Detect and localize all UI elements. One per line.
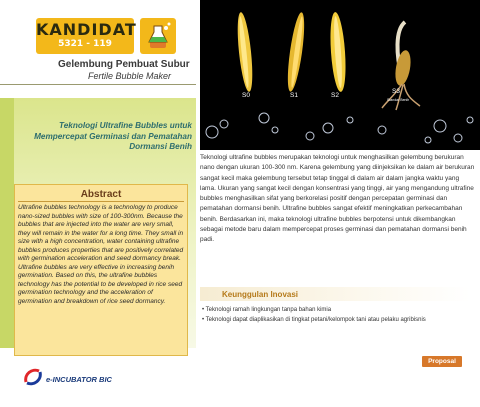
abstract-divider (18, 201, 184, 202)
page-title: Gelembung Pembuat Subur (58, 59, 190, 70)
seed-label-s1: S1 (290, 92, 298, 99)
candidate-code: 5321 - 119 (58, 39, 112, 49)
abstract-heading: Abstract (80, 189, 122, 200)
lab-flask-icon (140, 18, 176, 54)
technology-panel-stripe (0, 98, 14, 348)
list-item: • Teknologi dapat diaplikasikan di tingkat petani/kelompok tani atau pelaku agribisnis (202, 317, 426, 323)
seed-germination-photo (200, 0, 480, 150)
incubator-logo-icon (22, 366, 44, 388)
seed-label-s3: S3 (392, 88, 400, 95)
advantages-heading: Keunggulan Inovasi (222, 290, 299, 299)
proposal-label: Proposal (422, 356, 462, 367)
advantages-list (202, 305, 474, 325)
candidate-badge-title: KANDIDAT (36, 20, 137, 39)
page-subtitle: Fertile Bubble Maker (88, 71, 172, 81)
technology-title: Teknologi Ultrafine Bubbles untuk Mempercepat Germinasi dan Pematahan Dormansi Benih (34, 121, 192, 151)
seed-label-s0: S0 (242, 92, 250, 99)
seed-caption-s3: Standar Benih (387, 98, 410, 102)
title-divider (0, 84, 196, 85)
incubator-logo-text: e-INCUBATOR BIC (46, 375, 112, 384)
seed-label-s2: S2 (331, 92, 339, 99)
list-item: • Teknologi ramah lingkungan tanpa bahan kimia (202, 307, 332, 313)
abstract-text: Ultrafine bubbles technology is a technology to produce nano-sized bubbles with size of 100-300nm. Because the bubbles that are injected into the water are very small, they will remain in the water for a long time. They small in size with a high concentration, water containing ultrafine bubbles produces properties that are positively correlated with germination acceleration and seed dormancy break. Ultrafine bubbles are very effective in increasing benih germination. Based on this, the ultrafine bubbles technology has the potential to be developed in rice seed germination technology and the acceleration of germination and breakdown of rice seed dormancy. (18, 204, 184, 305)
body-paragraph: Teknologi ultrafine bubbles merupakan teknologi untuk menghasilkan gelembung berukuran nano dengan ukuran 100-300 nm. Karena gelembung yang diinjeksikan ke dalam air berukuran sangat kecil maka gelembung tersebut tetap tinggal di dalam air dalam jangka waktu yang lama. Ukuran yang sangat kecil dengan konsentrasi yang tinggi, air yang mengandung ultrafine bubbles menghasilkan sifat yang berkorelasi positif dengan percepatan germinasi dan pematahan dormansi benih. Ultrafine bubbles sangat efektif meningkatkan perkecambahan benih. Berdasarkan ini, maka teknologi ultrafine bubbles berpotensi untuk dikembangkan sebagai metode baru dalam mempercepat proses germinasi dan pematahan dormansi benih padi. (200, 154, 475, 244)
